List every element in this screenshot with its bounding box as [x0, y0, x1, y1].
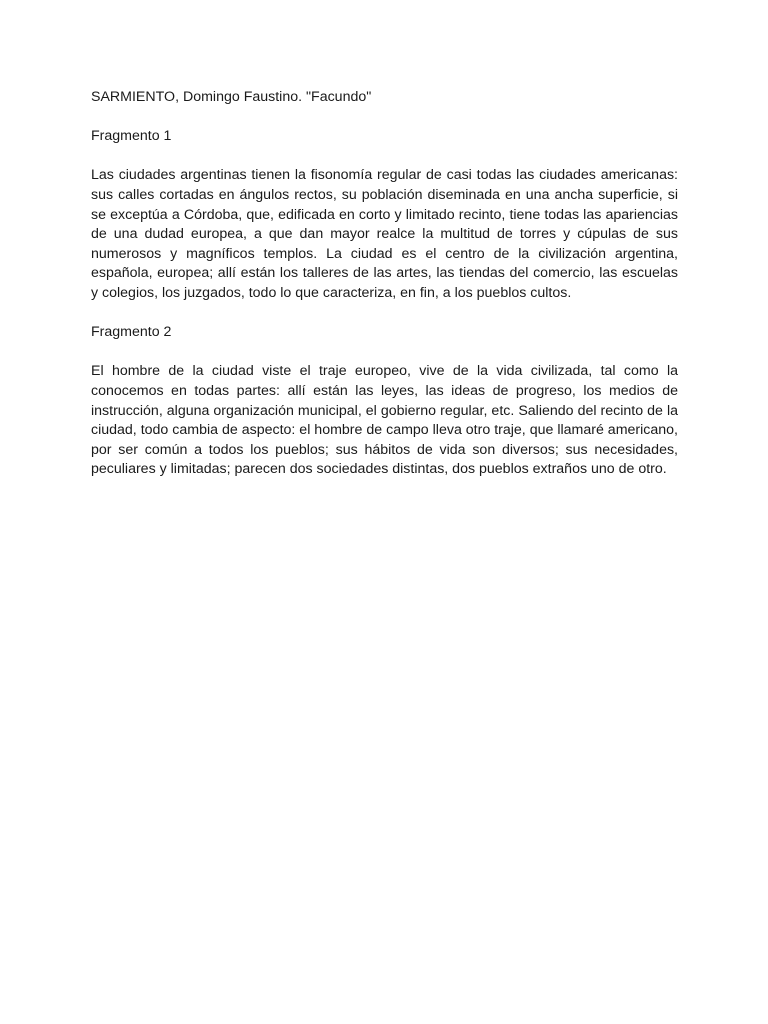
document-body	[91, 88, 678, 480]
citation-heading: SARMIENTO, Domingo Faustino. "Facundo"	[91, 89, 372, 105]
fragment-1-title: Fragmento 1	[91, 128, 172, 145]
fragment-2-text: El hombre de la ciudad viste el traje europeo, vive de la vida civilizada, tal como la conocemos en todas partes: allí están las leyes, las ideas de progreso, los medios de instrucción, alguna organización municipal, el gobierno regular, etc. Saliendo del recinto de la ciudad, todo cambia de aspecto: el hombre de campo lleva otro traje, que llamaré americano, por ser común a todos los pueblos; sus hábitos de vida son diversos; sus necesidades, peculiares y limitadas; parecen dos sociedades distintas, dos pueblos extraños uno de otro.	[91, 363, 678, 478]
spacer	[91, 343, 678, 363]
spacer	[91, 147, 678, 167]
fragment-2-title: Fragmento 2	[91, 324, 172, 341]
spacer	[91, 108, 678, 128]
fragment-1-text: Las ciudades argentinas tienen la fisonomía regular de casi todas las ciudades americanas: sus calles cortadas en ángulos rectos, su población diseminada en una ancha superficie, si se exceptúa a Córdoba, que, edificada en corto y limitado recinto, tiene todas las apariencias de una dudad europea, a que dan mayor realce la multitud de torres y cúpulas de sus numerosos y magníficos templos. La ciudad es el centro de la civilización argentina, española, europea; allí están los talleres de las artes, las tiendas del comercio, las escuelas y colegios, los juzgados, todo lo que caracteriza, en fin, a los pueblos cultos.	[91, 167, 678, 301]
spacer	[91, 304, 678, 324]
